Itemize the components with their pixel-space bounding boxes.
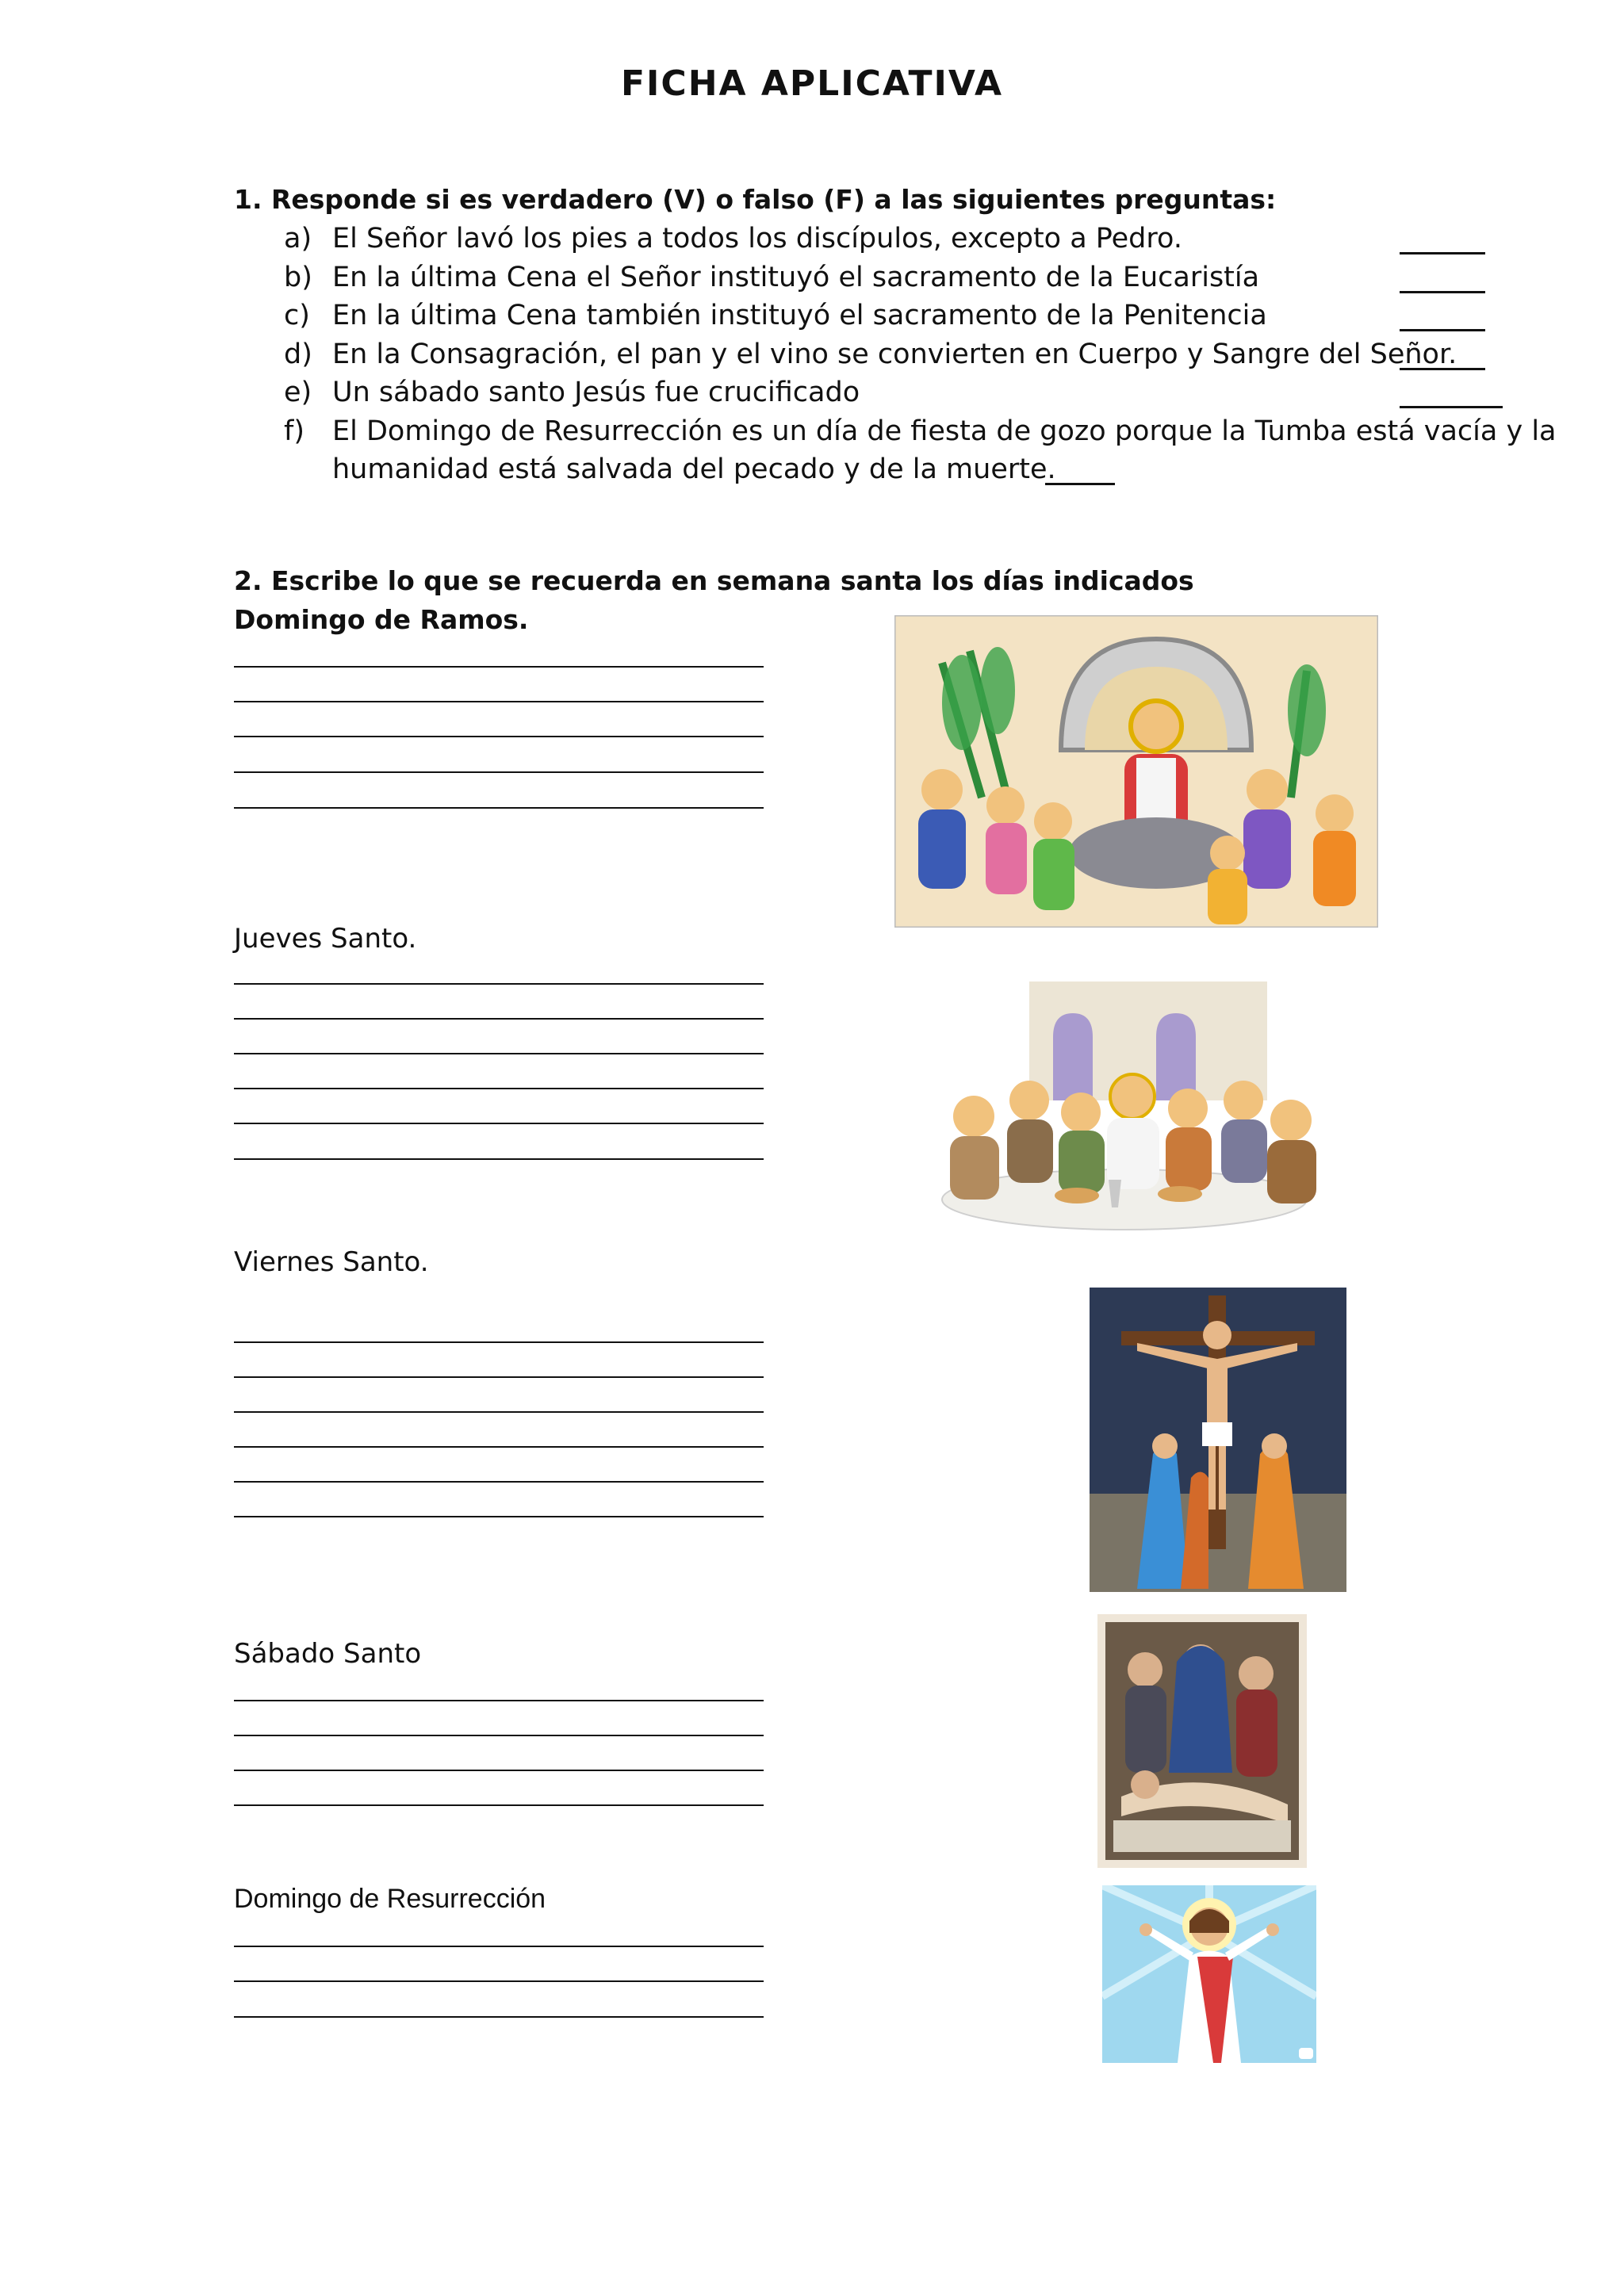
item-c-letter: c)	[284, 300, 310, 331]
answer-blank-d[interactable]	[1400, 368, 1485, 370]
item-d-letter: d)	[284, 339, 312, 370]
writing-line[interactable]	[234, 1088, 764, 1089]
writing-line[interactable]	[234, 1411, 764, 1413]
writing-line[interactable]	[234, 1481, 764, 1483]
answer-blank-e[interactable]	[1400, 406, 1503, 408]
writing-line[interactable]	[234, 701, 764, 702]
item-d-text: En la Consagración, el pan y el vino se convierten en Cuerpo y Sangre del Señor.	[332, 339, 1457, 370]
writing-line[interactable]	[234, 771, 764, 773]
item-b-text: En la última Cena el Señor instituyó el sacramento de la Eucaristía	[332, 262, 1260, 293]
page-title: FICHA APLICATIVA	[620, 63, 1004, 104]
item-f-letter: f)	[284, 415, 304, 447]
answer-blank-f[interactable]	[1045, 483, 1115, 485]
palm-sunday-picture	[894, 615, 1378, 928]
writing-line[interactable]	[234, 1804, 764, 1806]
writing-line[interactable]	[234, 666, 764, 668]
writing-line[interactable]	[234, 1980, 764, 1982]
writing-line[interactable]	[234, 1018, 764, 1020]
item-f-text: El Domingo de Resurrección es un día de fiesta de gozo porque la Tumba está vacía y la	[332, 415, 1557, 447]
question-2-heading: 2. Escribe lo que se recuerda en semana santa los días indicados	[234, 565, 1194, 596]
last-supper-picture	[918, 982, 1331, 1237]
question-1-heading: 1. Responde si es verdadero (V) o falso (F) a las siguientes preguntas:	[234, 184, 1277, 215]
day-label-sabado-santo: Sábado Santo	[234, 1638, 422, 1670]
item-a-text: El Señor lavó los pies a todos los discípulos, excepto a Pedro.	[332, 223, 1182, 254]
item-f-text-continued: humanidad está salvada del pecado y de la muerte.	[332, 453, 1056, 485]
item-e-text: Un sábado santo Jesús fue crucificado	[332, 377, 860, 408]
day-label-domingo-ramos: Domingo de Ramos.	[234, 604, 529, 635]
item-a-letter: a)	[284, 223, 312, 254]
resurrection-picture	[1102, 1885, 1316, 2063]
item-b-letter: b)	[284, 262, 312, 293]
writing-line[interactable]	[234, 1158, 764, 1160]
writing-line[interactable]	[234, 983, 764, 985]
writing-line[interactable]	[234, 1946, 764, 1947]
day-label-domingo-resurreccion: Domingo de Resurrección	[234, 1884, 546, 1914]
item-c-text: En la última Cena también instituyó el sacramento de la Penitencia	[332, 300, 1267, 331]
day-label-jueves-santo: Jueves Santo.	[234, 923, 417, 955]
writing-line[interactable]	[234, 1735, 764, 1736]
writing-line[interactable]	[234, 807, 764, 809]
writing-line[interactable]	[234, 1341, 764, 1343]
answer-blank-b[interactable]	[1400, 291, 1485, 293]
writing-line[interactable]	[234, 1376, 764, 1378]
writing-line[interactable]	[234, 1516, 764, 1517]
day-label-viernes-santo: Viernes Santo.	[234, 1246, 429, 1278]
writing-line[interactable]	[234, 1123, 764, 1124]
answer-blank-a[interactable]	[1400, 252, 1485, 254]
holy-saturday-picture	[1097, 1614, 1307, 1868]
writing-line[interactable]	[234, 736, 764, 737]
crucifixion-picture	[1090, 1288, 1346, 1592]
item-e-letter: e)	[284, 377, 312, 408]
writing-line[interactable]	[234, 1446, 764, 1448]
writing-line[interactable]	[234, 2016, 764, 2018]
answer-blank-c[interactable]	[1400, 329, 1485, 331]
writing-line[interactable]	[234, 1700, 764, 1701]
writing-line[interactable]	[234, 1053, 764, 1054]
writing-line[interactable]	[234, 1770, 764, 1771]
